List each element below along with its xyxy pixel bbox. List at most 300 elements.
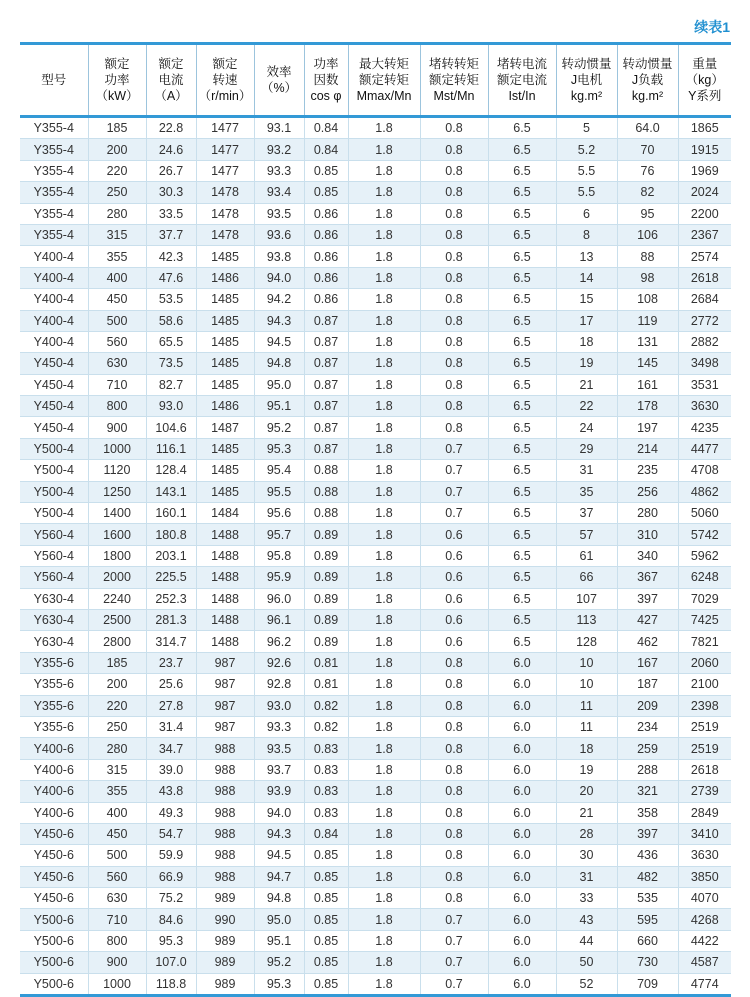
table-cell: 1.8 <box>348 866 420 887</box>
table-cell: 6.5 <box>488 117 556 139</box>
table-cell: 280 <box>617 503 678 524</box>
table-cell: 96.0 <box>254 588 304 609</box>
table-cell: 0.85 <box>304 930 348 951</box>
table-cell: 1.8 <box>348 182 420 203</box>
table-cell: 1485 <box>196 310 254 331</box>
table-cell: Y355-6 <box>20 716 88 737</box>
table-cell: 315 <box>88 759 146 780</box>
table-row <box>20 695 731 716</box>
table-cell: 52 <box>556 973 617 995</box>
table-cell: 355 <box>88 246 146 267</box>
table-cell: 66.9 <box>146 866 196 887</box>
table-cell: 0.86 <box>304 203 348 224</box>
table-cell: Y450-4 <box>20 417 88 438</box>
table-cell: 6.5 <box>488 353 556 374</box>
table-cell: 288 <box>617 759 678 780</box>
table-cell: 0.8 <box>420 716 488 737</box>
table-cell: Y400-4 <box>20 289 88 310</box>
table-cell: 397 <box>617 588 678 609</box>
table-cell: 1.8 <box>348 139 420 160</box>
table-cell: 2800 <box>88 631 146 652</box>
column-header-line: 额定 <box>158 57 184 71</box>
table-cell: 1.8 <box>348 952 420 973</box>
table-row <box>20 952 731 973</box>
table-cell: 1478 <box>196 182 254 203</box>
table-cell: 6.0 <box>488 781 556 802</box>
table-cell: 1.8 <box>348 695 420 716</box>
table-cell: Y450-4 <box>20 374 88 395</box>
table-row <box>20 567 731 588</box>
table-cell: 0.8 <box>420 802 488 823</box>
table-cell: Y500-6 <box>20 952 88 973</box>
table-cell: 660 <box>617 930 678 951</box>
table-cell: 2849 <box>678 802 731 823</box>
table-cell: 178 <box>617 396 678 417</box>
table-cell: 535 <box>617 888 678 909</box>
table-cell: 0.89 <box>304 545 348 566</box>
table-cell: 18 <box>556 331 617 352</box>
table-cell: 95.7 <box>254 524 304 545</box>
table-cell: 0.8 <box>420 781 488 802</box>
table-row <box>20 524 731 545</box>
column-header <box>88 44 146 117</box>
table-cell: 82.7 <box>146 374 196 395</box>
table-cell: 1.8 <box>348 503 420 524</box>
table-cell: 6.5 <box>488 139 556 160</box>
table-cell: 94.2 <box>254 289 304 310</box>
table-cell: 35 <box>556 481 617 502</box>
table-cell: 220 <box>88 160 146 181</box>
table-cell: 93.4 <box>254 182 304 203</box>
table-cell: 94.5 <box>254 331 304 352</box>
table-cell: 4862 <box>678 481 731 502</box>
table-cell: 4268 <box>678 909 731 930</box>
table-cell: 29 <box>556 438 617 459</box>
table-cell: 1485 <box>196 331 254 352</box>
table-cell: 4477 <box>678 438 731 459</box>
table-cell: 54.7 <box>146 823 196 844</box>
table-cell: 128.4 <box>146 460 196 481</box>
header-row <box>20 44 731 117</box>
table-cell: Y630-4 <box>20 631 88 652</box>
table-cell: 7425 <box>678 609 731 630</box>
table-cell: 5.2 <box>556 139 617 160</box>
table-cell: 436 <box>617 845 678 866</box>
table-cell: 6.0 <box>488 888 556 909</box>
table-cell: 161 <box>617 374 678 395</box>
table-cell: 1.8 <box>348 909 420 930</box>
table-cell: 6.5 <box>488 524 556 545</box>
table-cell: 4774 <box>678 973 731 995</box>
table-cell: 94.7 <box>254 866 304 887</box>
table-cell: 76 <box>617 160 678 181</box>
table-cell: 6.0 <box>488 759 556 780</box>
table-cell: 0.83 <box>304 781 348 802</box>
table-cell: 0.84 <box>304 823 348 844</box>
table-cell: 26.7 <box>146 160 196 181</box>
table-cell: 1.8 <box>348 973 420 995</box>
table-cell: Y500-4 <box>20 438 88 459</box>
table-cell: 1.8 <box>348 588 420 609</box>
table-cell: 2618 <box>678 267 731 288</box>
table-cell: 0.7 <box>420 930 488 951</box>
table-row <box>20 823 731 844</box>
table-cell: 0.8 <box>420 417 488 438</box>
table-cell: 31.4 <box>146 716 196 737</box>
table-cell: 66 <box>556 567 617 588</box>
table-cell: 225.5 <box>146 567 196 588</box>
column-header-line: Ist/In <box>508 89 536 103</box>
table-cell: Y355-6 <box>20 652 88 673</box>
table-cell: 95.0 <box>254 909 304 930</box>
table-cell: 0.81 <box>304 652 348 673</box>
table-cell: 6.0 <box>488 973 556 995</box>
table-cell: 5 <box>556 117 617 139</box>
table-cell: 19 <box>556 759 617 780</box>
table-cell: 1.8 <box>348 310 420 331</box>
table-cell: 6.5 <box>488 438 556 459</box>
table-cell: Y450-4 <box>20 353 88 374</box>
table-cell: 2000 <box>88 567 146 588</box>
table-cell: 18 <box>556 738 617 759</box>
table-cell: 0.85 <box>304 952 348 973</box>
column-header <box>488 44 556 117</box>
table-cell: 119 <box>617 310 678 331</box>
table-cell: 1478 <box>196 203 254 224</box>
table-row <box>20 759 731 780</box>
table-cell: 0.86 <box>304 246 348 267</box>
table-cell: 131 <box>617 331 678 352</box>
table-cell: 6.5 <box>488 609 556 630</box>
table-cell: 1.8 <box>348 224 420 245</box>
table-cell: 95.8 <box>254 545 304 566</box>
column-header-line: 额定电流 <box>496 73 547 87</box>
table-cell: Y400-4 <box>20 246 88 267</box>
table-cell: 104.6 <box>146 417 196 438</box>
column-header-line: Mst/Mn <box>433 89 475 103</box>
table-cell: 6.5 <box>488 374 556 395</box>
table-cell: 22.8 <box>146 117 196 139</box>
table-cell: 6.5 <box>488 267 556 288</box>
table-row <box>20 438 731 459</box>
table-cell: 2574 <box>678 246 731 267</box>
table-cell: 800 <box>88 930 146 951</box>
table-cell: 113 <box>556 609 617 630</box>
table-cell: 6.0 <box>488 866 556 887</box>
table-cell: 6.5 <box>488 396 556 417</box>
table-cell: 1.8 <box>348 738 420 759</box>
table-cell: 0.8 <box>420 160 488 181</box>
table-cell: 14 <box>556 267 617 288</box>
continued-label: 续表1 <box>694 19 730 35</box>
table-cell: 200 <box>88 674 146 695</box>
table-cell: 6.0 <box>488 738 556 759</box>
table-cell: 6.5 <box>488 182 556 203</box>
table-cell: Y400-6 <box>20 759 88 780</box>
table-cell: 10 <box>556 674 617 695</box>
table-cell: 93.3 <box>254 160 304 181</box>
table-row <box>20 246 731 267</box>
table-cell: 1250 <box>88 481 146 502</box>
table-row <box>20 930 731 951</box>
column-header-line: 功率 <box>313 57 339 71</box>
table-cell: 280 <box>88 738 146 759</box>
table-cell: 95.2 <box>254 417 304 438</box>
table-cell: 0.88 <box>304 481 348 502</box>
table-cell: 43.8 <box>146 781 196 802</box>
table-cell: 1.8 <box>348 823 420 844</box>
table-cell: 11 <box>556 695 617 716</box>
table-cell: 1485 <box>196 289 254 310</box>
column-header-line: 转速 <box>212 73 238 87</box>
table-cell: 61 <box>556 545 617 566</box>
table-cell: Y355-4 <box>20 160 88 181</box>
table-cell: 1477 <box>196 117 254 139</box>
table-cell: 0.7 <box>420 460 488 481</box>
table-cell: 0.8 <box>420 267 488 288</box>
table-cell: 462 <box>617 631 678 652</box>
table-cell: 281.3 <box>146 609 196 630</box>
table-cell: 6.0 <box>488 802 556 823</box>
table-cell: 6 <box>556 203 617 224</box>
table-cell: 0.8 <box>420 289 488 310</box>
table-cell: 6.5 <box>488 481 556 502</box>
table-cell: 358 <box>617 802 678 823</box>
table-cell: 42.3 <box>146 246 196 267</box>
column-header-line: J电机 <box>570 73 603 87</box>
table-row <box>20 396 731 417</box>
table-cell: 1.8 <box>348 374 420 395</box>
table-cell: 94.3 <box>254 310 304 331</box>
table-cell: 93.9 <box>254 781 304 802</box>
table-cell: 15 <box>556 289 617 310</box>
table-cell: 280 <box>88 203 146 224</box>
table-cell: 6.5 <box>488 203 556 224</box>
table-cell: 3850 <box>678 866 731 887</box>
table-cell: 397 <box>617 823 678 844</box>
table-cell: 900 <box>88 417 146 438</box>
table-cell: 0.8 <box>420 203 488 224</box>
table-cell: 4070 <box>678 888 731 909</box>
table-cell: 50 <box>556 952 617 973</box>
table-cell: 128 <box>556 631 617 652</box>
table-cell: 49.3 <box>146 802 196 823</box>
table-cell: 27.8 <box>146 695 196 716</box>
table-row <box>20 267 731 288</box>
table-cell: 6.0 <box>488 845 556 866</box>
table-cell: 2367 <box>678 224 731 245</box>
table-cell: 143.1 <box>146 481 196 502</box>
column-header-line: （r/min） <box>198 89 252 103</box>
table-cell: 6.0 <box>488 652 556 673</box>
table-cell: 0.6 <box>420 567 488 588</box>
table-cell: Y400-4 <box>20 267 88 288</box>
motor-spec-table <box>20 42 731 997</box>
table-cell: 1.8 <box>348 674 420 695</box>
table-cell: 1.8 <box>348 609 420 630</box>
table-cell: 93.7 <box>254 759 304 780</box>
table-cell: 0.8 <box>420 738 488 759</box>
column-header-line: 额定转矩 <box>428 73 479 87</box>
table-cell: 310 <box>617 524 678 545</box>
table-cell: 340 <box>617 545 678 566</box>
table-row <box>20 652 731 673</box>
table-cell: 0.7 <box>420 503 488 524</box>
table-row <box>20 545 731 566</box>
table-row <box>20 973 731 995</box>
table-cell: 0.8 <box>420 674 488 695</box>
table-cell: 0.88 <box>304 503 348 524</box>
table-cell: 1488 <box>196 609 254 630</box>
table-cell: 1.8 <box>348 481 420 502</box>
table-cell: Y560-4 <box>20 545 88 566</box>
table-body <box>20 117 731 996</box>
table-cell: 160.1 <box>146 503 196 524</box>
table-cell: 1477 <box>196 139 254 160</box>
table-cell: 0.7 <box>420 481 488 502</box>
table-cell: 0.89 <box>304 567 348 588</box>
table-cell: 2739 <box>678 781 731 802</box>
table-cell: 24 <box>556 417 617 438</box>
table-cell: 1485 <box>196 460 254 481</box>
table-cell: 1488 <box>196 588 254 609</box>
table-cell: 118.8 <box>146 973 196 995</box>
table-cell: 6.5 <box>488 310 556 331</box>
table-cell: 595 <box>617 909 678 930</box>
table-cell: 23.7 <box>146 652 196 673</box>
table-cell: 0.87 <box>304 353 348 374</box>
table-cell: 1.8 <box>348 246 420 267</box>
table-cell: 11 <box>556 716 617 737</box>
column-header-line: 额定 <box>212 57 238 71</box>
table-cell: 0.85 <box>304 845 348 866</box>
table-cell: 2060 <box>678 652 731 673</box>
table-cell: 44 <box>556 930 617 951</box>
table-cell: 4587 <box>678 952 731 973</box>
table-cell: Y355-4 <box>20 203 88 224</box>
table-cell: 0.82 <box>304 695 348 716</box>
column-header-line: 额定 <box>104 57 130 71</box>
table-cell: 3630 <box>678 845 731 866</box>
table-cell: 0.8 <box>420 866 488 887</box>
table-cell: 84.6 <box>146 909 196 930</box>
table-cell: 37 <box>556 503 617 524</box>
table-cell: 167 <box>617 652 678 673</box>
table-cell: 987 <box>196 716 254 737</box>
table-cell: 33 <box>556 888 617 909</box>
table-cell: 0.8 <box>420 695 488 716</box>
table-cell: 1487 <box>196 417 254 438</box>
column-header-line: 堵转电流 <box>496 57 547 71</box>
table-cell: 13 <box>556 246 617 267</box>
table-cell: 31 <box>556 866 617 887</box>
column-header-line: 重量 <box>692 57 718 71</box>
table-cell: 259 <box>617 738 678 759</box>
table-cell: Y560-4 <box>20 524 88 545</box>
table-cell: 1000 <box>88 438 146 459</box>
table-cell: 367 <box>617 567 678 588</box>
table-cell: 0.82 <box>304 716 348 737</box>
table-cell: 2519 <box>678 716 731 737</box>
table-cell: 93.3 <box>254 716 304 737</box>
table-cell: 6248 <box>678 567 731 588</box>
table-cell: 58.6 <box>146 310 196 331</box>
table-cell: 145 <box>617 353 678 374</box>
table-cell: 93.0 <box>146 396 196 417</box>
table-cell: 95.1 <box>254 396 304 417</box>
table-cell: 500 <box>88 310 146 331</box>
table-cell: 116.1 <box>146 438 196 459</box>
table-cell: 94.0 <box>254 802 304 823</box>
column-header-line: Y系列 <box>688 89 722 103</box>
table-cell: Y450-4 <box>20 396 88 417</box>
table-cell: Y355-6 <box>20 674 88 695</box>
table-cell: Y450-6 <box>20 866 88 887</box>
table-cell: 709 <box>617 973 678 995</box>
table-cell: 6.0 <box>488 695 556 716</box>
table-cell: 1.8 <box>348 353 420 374</box>
table-cell: 0.85 <box>304 909 348 930</box>
table-cell: 989 <box>196 973 254 995</box>
table-cell: 0.6 <box>420 631 488 652</box>
table-cell: 1.8 <box>348 631 420 652</box>
table-cell: 65.5 <box>146 331 196 352</box>
table-cell: 800 <box>88 396 146 417</box>
table-cell: 3531 <box>678 374 731 395</box>
table-row <box>20 609 731 630</box>
column-header-line: 电流 <box>158 73 184 87</box>
table-cell: 630 <box>88 353 146 374</box>
table-cell: 1484 <box>196 503 254 524</box>
table-cell: 0.83 <box>304 802 348 823</box>
table-cell: Y560-4 <box>20 567 88 588</box>
table-row <box>20 460 731 481</box>
table-cell: 1478 <box>196 224 254 245</box>
table-cell: 92.8 <box>254 674 304 695</box>
table-cell: 4708 <box>678 460 731 481</box>
table-cell: 95.0 <box>254 374 304 395</box>
table-cell: 0.86 <box>304 224 348 245</box>
table-row <box>20 117 731 139</box>
column-header <box>196 44 254 117</box>
table-cell: 1486 <box>196 396 254 417</box>
table-cell: 1485 <box>196 374 254 395</box>
table-cell: 2200 <box>678 203 731 224</box>
table-cell: 1486 <box>196 267 254 288</box>
table-cell: 3410 <box>678 823 731 844</box>
table-cell: 94.3 <box>254 823 304 844</box>
table-cell: 989 <box>196 888 254 909</box>
table-cell: 400 <box>88 267 146 288</box>
table-cell: 2100 <box>678 674 731 695</box>
column-header-line: （kW） <box>95 89 139 103</box>
table-cell: 3498 <box>678 353 731 374</box>
table-cell: 400 <box>88 802 146 823</box>
table-cell: 95.4 <box>254 460 304 481</box>
table-cell: 1488 <box>196 524 254 545</box>
table-cell: 106 <box>617 224 678 245</box>
column-header-line: 因数 <box>313 73 339 87</box>
table-cell: Y400-6 <box>20 738 88 759</box>
table-cell: 93.8 <box>254 246 304 267</box>
table-cell: 1.8 <box>348 438 420 459</box>
table-cell: 1485 <box>196 438 254 459</box>
table-cell: 1.8 <box>348 203 420 224</box>
table-cell: 93.2 <box>254 139 304 160</box>
table-cell: 0.8 <box>420 331 488 352</box>
table-cell: 1865 <box>678 117 731 139</box>
table-cell: 0.8 <box>420 117 488 139</box>
